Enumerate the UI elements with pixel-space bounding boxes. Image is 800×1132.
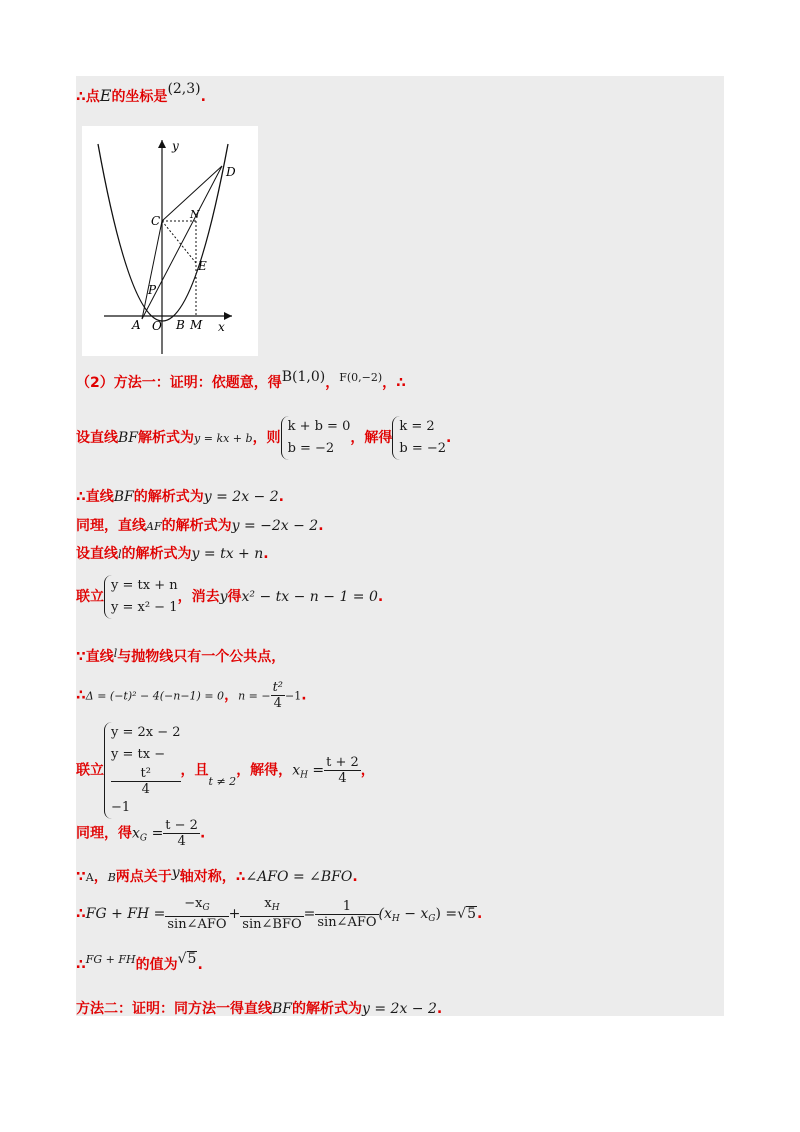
fraction: $\frac{-x_G}{\text{sin∠AFO}}$ [167,896,227,932]
line-one-common-point [76,646,285,666]
text: ∵直线 [76,649,114,665]
text: ，解得， [236,762,293,779]
text: ∴ [76,957,86,973]
line-fg-fh-sum: ∴FG + FH = $\frac{-x_G}{\text{sin∠AFO}}$ + $\frac{x_H}{\text{sin∠BFO}}$ = $\frac{1}{\text{sin∠AFO}}$ $(x_H - x_G) =√5$. [76,896,483,932]
line-symmetry [76,866,358,886]
label-b: B [176,318,185,332]
math: A [85,871,94,884]
text: 的解析式为 [292,1001,363,1017]
text: 两点关于 [115,869,172,885]
text: 同理，得 [76,825,132,842]
sqrt-sign: √ [177,951,187,967]
text: ，则 [252,430,281,446]
text: 轴对称，∴ [179,869,246,885]
text: . [200,89,206,105]
label-m: M [190,318,203,332]
label-c: C [151,214,161,228]
parabola-figure [82,126,258,356]
math: BF [118,430,139,446]
text: 设直线 [76,430,118,446]
text: ， [224,687,239,704]
parabola-curve [98,144,228,321]
math: −1 [285,689,302,703]
text: 联立 [76,762,104,779]
x-axis-arrow [224,312,232,320]
line-af-equation [76,515,324,535]
text: . [263,546,269,562]
text: ∵ [76,869,86,885]
text: 方法二：证明：同方法一得直线 [76,1001,272,1017]
solution-system: k = 2 b = −2 [392,416,446,460]
math: = [151,825,164,842]
text: . [278,489,284,505]
math: y = 2x − 2 [203,489,279,505]
text: ∴直线 [76,489,114,505]
math: ∠AFO = ∠BFO [245,869,353,885]
line-e-coordinate [76,81,206,106]
text: 设直线 [76,546,118,562]
math: l [113,647,118,660]
fraction: t² 4 [111,766,181,797]
math: = [312,762,325,779]
figure-svg [82,126,258,356]
text: ∴点 [76,89,100,105]
math: FG + FH [85,953,136,966]
line-combine-h: 联立 y = 2x − 2 y = tx − t² 4 −1 ，且$_{t \ne 2}$，解得，$x_H$ = $\frac{t + 2}{4}$ ， [76,722,375,819]
fraction: $\frac{x_H}{\text{sin∠BFO}}$ [242,896,302,932]
text: ，且 [180,762,209,779]
math: t ≠ 2 [208,774,237,788]
text: ， [325,375,340,391]
text: . [301,687,307,704]
label-y: y [172,139,179,153]
text: ∴ [76,906,86,922]
text: ， [93,869,108,885]
text: 的解析式为 [161,518,232,534]
text: . [199,825,206,842]
label-d: D [226,165,236,179]
equation-system: y = 2x − 2 y = tx − t² 4 −1 [104,722,181,819]
text: . [377,589,384,605]
text: ， [360,762,375,779]
coordinate: (2,3) [167,81,201,97]
math: y [171,865,180,881]
text: 的解析式为 [121,546,192,562]
label-n: N [190,208,200,221]
line-discriminant [76,680,307,711]
math: y [219,589,228,605]
line-set-l [76,543,269,563]
label-a: A [132,318,141,332]
text: ，消去 [177,589,220,605]
text: 同理，直线 [76,518,146,534]
coordinate: F(0,−2) [339,371,383,384]
text: . [446,430,452,446]
line-bf-equation [76,486,284,506]
text: 与抛物线只有一个公共点， [117,649,286,665]
text: ∴ [76,687,86,704]
math: BF [272,1001,293,1017]
math: l [118,548,122,561]
text: ，∴ [382,375,406,391]
text: （2）方法一：证明：依题意，得 [76,375,282,391]
math: BF [113,489,134,505]
math: AF [146,520,162,533]
line-set-bf [76,416,451,460]
coordinate: B(1,0) [281,369,326,385]
label-o: O [152,319,162,333]
math: + [228,906,241,922]
math: y = kx + b [194,432,253,445]
math: y = −2x − 2 [231,518,319,534]
label-p: P [148,283,157,297]
text: 的解析式为 [133,489,204,505]
label-x: x [218,320,225,334]
math: x² − tx − n − 1 = 0 [241,589,378,605]
math: x [292,762,301,779]
line-method-two [76,998,442,1018]
math: x [132,825,140,842]
fraction: $\frac{t + 2}{4}$ [326,755,359,786]
text: . [352,869,358,885]
line-ce [162,221,196,263]
math: y = 2x − 2 [362,1001,437,1017]
fraction: $\frac{t - 2}{4}$ [165,818,198,849]
sqrt-sign: √ [457,906,467,922]
text: . [436,1001,443,1017]
math: y = tx + n [191,546,264,562]
line-xg: 同理，得$x_G$ = $\frac{t - 2}{4}$ . [76,818,206,849]
equation-system: y = tx + n y = x² − 1 [104,575,178,619]
math: = [303,906,316,922]
text: 得 [227,589,242,605]
text: . [476,906,483,922]
math: Δ = (−t)² − 4(−n−1) = 0 [85,689,225,703]
math: B [107,871,116,884]
line-value: ∴$^{FG + FH}$的值为√5. [76,951,203,973]
math: FG + FH = [85,906,166,922]
y-axis-arrow [158,140,166,148]
text: . [197,957,203,973]
fraction: $\frac{\text{t²}}{4}$ [272,680,284,711]
math: n = − [238,689,271,703]
text: ，解得 [350,430,393,446]
text: 解析式为 [138,430,195,446]
text: 的值为 [135,957,178,973]
point-e-label: E [99,86,112,105]
text: . [318,518,324,534]
line-ac [142,221,162,319]
text: 联立 [76,589,104,605]
fraction: $\frac{1}{\text{sin∠AFO}}$ [317,898,377,930]
line-combine-l [76,575,383,619]
equation-system: k + b = 0 b = −2 [281,416,351,460]
label-e: E [198,259,207,273]
text: 的坐标是 [111,89,168,105]
line-method-one [76,369,406,392]
